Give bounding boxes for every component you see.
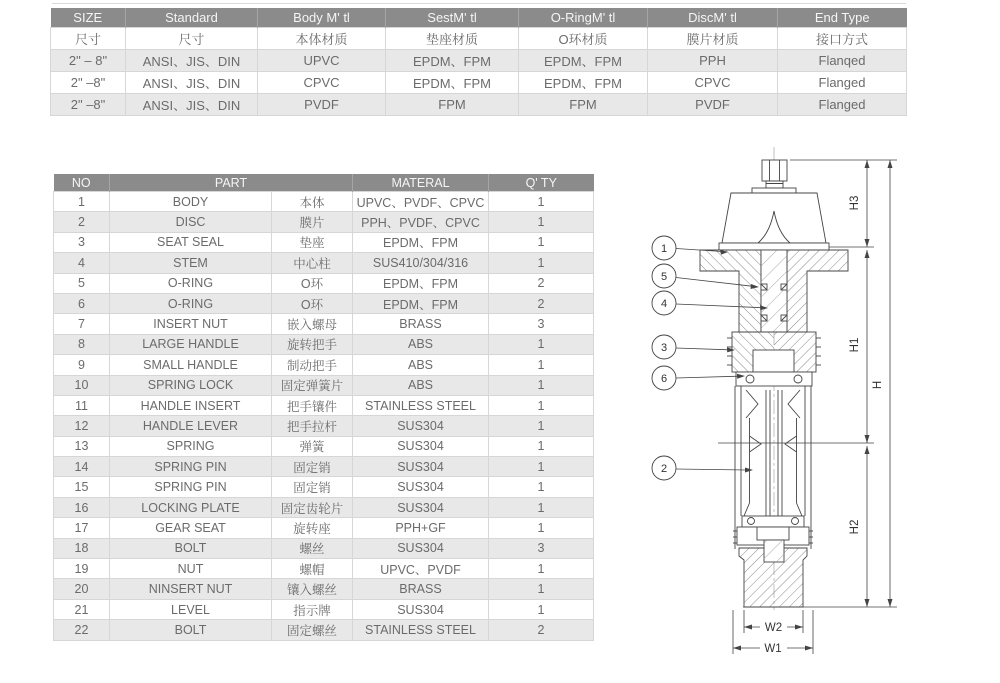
cap-rim (719, 243, 829, 250)
parts-cell: BRASS (353, 579, 489, 599)
parts-row (54, 232, 594, 252)
valve-body (700, 160, 848, 607)
stem-bolt (762, 160, 787, 181)
parts-cell: STAINLESS STEEL (353, 395, 489, 415)
washer (752, 188, 796, 193)
spec-cell: Flanged (778, 94, 907, 116)
parts-row (54, 314, 594, 334)
cap-dome (722, 193, 826, 243)
parts-cell: 螺丝 (272, 538, 353, 558)
parts-row (54, 518, 594, 538)
spec-cell: ANSI、JIS、DIN (126, 72, 258, 94)
parts-cell: 12 (54, 416, 110, 436)
parts-cell: NINSERT NUT (110, 579, 272, 599)
parts-cell: HANDLE LEVER (110, 416, 272, 436)
parts-cell: SUS304 (353, 457, 489, 477)
parts-cell: 7 (54, 314, 110, 334)
parts-cell: 螺帽 (272, 559, 353, 579)
parts-cell: SMALL HANDLE (110, 355, 272, 375)
parts-cell: 把手拉杆 (272, 416, 353, 436)
svg-text:4: 4 (660, 298, 668, 310)
svg-text:1: 1 (660, 243, 668, 255)
parts-header-row (54, 174, 594, 192)
spec-header-row (51, 8, 907, 28)
parts-cell: 1 (489, 375, 594, 395)
parts-row (54, 212, 594, 232)
spec-cell: 2" – 8" (51, 50, 126, 72)
spec-table (50, 8, 907, 116)
parts-cell: ABS (353, 375, 489, 395)
parts-row (54, 395, 594, 415)
parts-row (54, 620, 594, 640)
spec-cell: 本体材质 (258, 28, 386, 50)
parts-cell: EPDM、FPM (353, 273, 489, 293)
parts-cell: STEM (110, 253, 272, 273)
parts-cell: 1 (489, 497, 594, 517)
parts-cell: 嵌入螺母 (272, 314, 353, 334)
spec-header-cn-row (51, 28, 907, 50)
parts-cell: 1 (489, 192, 594, 212)
parts-cell: 固定销 (272, 477, 353, 497)
disc-assembly (744, 390, 802, 516)
parts-cell: 3 (54, 232, 110, 252)
parts-cell: 17 (54, 518, 110, 538)
spec-cell: ANSI、JIS、DIN (126, 50, 258, 72)
parts-cell: 把手镶件 (272, 395, 353, 415)
parts-cell: 4 (54, 253, 110, 273)
parts-cell: 10 (54, 375, 110, 395)
parts-cell: 1 (489, 599, 594, 619)
parts-cell: 16 (54, 497, 110, 517)
spec-header: Standard (126, 8, 258, 28)
parts-cell: 1 (489, 355, 594, 375)
parts-cell: 镶入螺丝 (272, 579, 353, 599)
parts-cell: 固定螺丝 (272, 620, 353, 640)
parts-cell: UPVC、PVDF、CPVC (353, 192, 489, 212)
spec-header: DiscM' tl (648, 8, 778, 28)
parts-cell: 弹簧 (272, 436, 353, 456)
parts-cell: HANDLE INSERT (110, 395, 272, 415)
parts-cell: 6 (54, 293, 110, 313)
body-flange-right (787, 250, 848, 332)
spec-cell: CPVC (648, 72, 778, 94)
parts-cell: 1 (489, 579, 594, 599)
parts-cell: 1 (489, 232, 594, 252)
parts-cell: 旋转把手 (272, 334, 353, 354)
parts-cell: 1 (489, 457, 594, 477)
dim-label-h1: H1 (849, 337, 861, 353)
parts-cell: SPRING LOCK (110, 375, 272, 395)
parts-cell: ABS (353, 334, 489, 354)
parts-cell: 1 (489, 253, 594, 273)
parts-cell: 2 (54, 212, 110, 232)
parts-cell: 2 (489, 293, 594, 313)
parts-cell: 2 (489, 620, 594, 640)
parts-cell: BRASS (353, 314, 489, 334)
parts-cell: SPRING PIN (110, 477, 272, 497)
svg-text:5: 5 (660, 271, 668, 283)
parts-cell: LARGE HANDLE (110, 334, 272, 354)
callout-3 (652, 335, 735, 359)
spec-cell: PVDF (258, 94, 386, 116)
spec-cell: ANSI、JIS、DIN (126, 94, 258, 116)
spec-cell: 2" –8" (51, 72, 126, 94)
spec-header: Body M' tl (258, 8, 386, 28)
callout-6 (652, 366, 745, 390)
parts-cell: SUS304 (353, 416, 489, 436)
spec-cell: 2" –8" (51, 94, 126, 116)
spec-cell: Flanqed (778, 50, 907, 72)
parts-cell: NUT (110, 559, 272, 579)
spec-cell: EPDM、FPM (519, 50, 648, 72)
callout-2 (652, 456, 753, 480)
parts-cell: SUS304 (353, 538, 489, 558)
parts-cell: 本体 (272, 192, 353, 212)
parts-cell: DISC (110, 212, 272, 232)
parts-cell: SUS410/304/316 (353, 253, 489, 273)
parts-cell: UPVC、PVDF (353, 559, 489, 579)
spec-row (51, 94, 907, 116)
parts-cell: O-RING (110, 273, 272, 293)
parts-cell: 1 (489, 334, 594, 354)
parts-row (54, 416, 594, 436)
parts-row (54, 579, 594, 599)
parts-cell: SPRING (110, 436, 272, 456)
parts-cell: 固定弹簧片 (272, 375, 353, 395)
parts-row (54, 497, 594, 517)
parts-cell: 5 (54, 273, 110, 293)
spec-cell: PPH (648, 50, 778, 72)
dim-label-h2: H2 (849, 519, 861, 535)
parts-cell: BOLT (110, 620, 272, 640)
parts-cell: 固定销 (272, 457, 353, 477)
parts-cell: 垫座 (272, 232, 353, 252)
spec-cell: EPDM、FPM (519, 72, 648, 94)
parts-cell: 19 (54, 559, 110, 579)
parts-cell: STAINLESS STEEL (353, 620, 489, 640)
parts-row (54, 477, 594, 497)
parts-cell: GEAR SEAT (110, 518, 272, 538)
parts-cell: O环 (272, 273, 353, 293)
spec-cell: O环材质 (519, 28, 648, 50)
spec-cell: Flanged (778, 72, 907, 94)
parts-cell: 13 (54, 436, 110, 456)
parts-cell: 14 (54, 457, 110, 477)
parts-header: Q' TY (489, 174, 594, 192)
parts-cell: 旋转座 (272, 518, 353, 538)
parts-cell: 1 (489, 436, 594, 456)
parts-row (54, 538, 594, 558)
parts-cell: 1 (54, 192, 110, 212)
parts-cell: 膜片 (272, 212, 353, 232)
svg-text:2: 2 (660, 463, 668, 475)
spec-cell: 尺寸 (126, 28, 258, 50)
parts-cell: 制动把手 (272, 355, 353, 375)
spec-cell: EPDM、FPM (386, 50, 519, 72)
parts-cell: 中心柱 (272, 253, 353, 273)
spec-cell: EPDM、FPM (386, 72, 519, 94)
parts-cell: SUS304 (353, 497, 489, 517)
spec-header: O-RingM' tl (519, 8, 648, 28)
parts-cell: 固定齿轮片 (272, 497, 353, 517)
parts-table (53, 174, 594, 641)
parts-cell: 11 (54, 395, 110, 415)
valve-cross-section-drawing (630, 140, 1000, 683)
parts-row (54, 355, 594, 375)
svg-text:6: 6 (660, 373, 668, 385)
dim-label-h: H (872, 380, 884, 390)
parts-cell: 1 (489, 395, 594, 415)
spec-cell: UPVC (258, 50, 386, 72)
parts-cell: 指示牌 (272, 599, 353, 619)
parts-cell: EPDM、FPM (353, 232, 489, 252)
spec-cell: FPM (386, 94, 519, 116)
o-ring-right (794, 375, 802, 383)
parts-cell: 1 (489, 416, 594, 436)
spec-row (51, 72, 907, 94)
parts-cell: PPH、PVDF、CPVC (353, 212, 489, 232)
body-flange-left (700, 250, 761, 332)
spec-cell: 尺寸 (51, 28, 126, 50)
parts-cell: PPH+GF (353, 518, 489, 538)
parts-cell: SUS304 (353, 477, 489, 497)
parts-row (54, 457, 594, 477)
parts-row (54, 192, 594, 212)
parts-row (54, 599, 594, 619)
parts-cell: BODY (110, 192, 272, 212)
o-ring-left (746, 375, 754, 383)
parts-cell: 1 (489, 559, 594, 579)
parts-cell: 1 (489, 518, 594, 538)
parts-cell: 8 (54, 334, 110, 354)
spec-cell: 接口方式 (778, 28, 907, 50)
spec-header: End Type (778, 8, 907, 28)
parts-cell: BOLT (110, 538, 272, 558)
parts-cell: LEVEL (110, 599, 272, 619)
spec-cell: FPM (519, 94, 648, 116)
spec-cell: 垫座材质 (386, 28, 519, 50)
parts-cell: 18 (54, 538, 110, 558)
parts-cell: 2 (489, 273, 594, 293)
svg-text:3: 3 (660, 342, 668, 354)
parts-cell: 3 (489, 538, 594, 558)
parts-cell: ABS (353, 355, 489, 375)
parts-header: NO (54, 174, 110, 192)
parts-cell: 1 (489, 477, 594, 497)
parts-cell: LOCKING PLATE (110, 497, 272, 517)
parts-cell: 22 (54, 620, 110, 640)
spec-cell: PVDF (648, 94, 778, 116)
parts-row (54, 559, 594, 579)
parts-cell: 9 (54, 355, 110, 375)
parts-cell: 20 (54, 579, 110, 599)
parts-cell: SUS304 (353, 599, 489, 619)
spec-header: SestM' tl (386, 8, 519, 28)
parts-header: MATERAL (353, 174, 489, 192)
spec-cell: CPVC (258, 72, 386, 94)
parts-row (54, 436, 594, 456)
parts-row (54, 334, 594, 354)
dim-label-w2: W2 (764, 622, 783, 634)
parts-cell: O环 (272, 293, 353, 313)
parts-cell: 3 (489, 314, 594, 334)
parts-row (54, 273, 594, 293)
parts-row (54, 253, 594, 273)
spec-row (51, 50, 907, 72)
top-rule (52, 3, 906, 4)
parts-cell: INSERT NUT (110, 314, 272, 334)
parts-cell: EPDM、FPM (353, 293, 489, 313)
spec-header: SIZE (51, 8, 126, 28)
parts-cell: 1 (489, 212, 594, 232)
parts-cell: 15 (54, 477, 110, 497)
dim-label-w1: W1 (764, 643, 782, 655)
parts-cell: SUS304 (353, 436, 489, 456)
parts-row (54, 375, 594, 395)
parts-header: PART (110, 174, 353, 192)
parts-cell: O-RING (110, 293, 272, 313)
spec-cell: 膜片材质 (648, 28, 778, 50)
parts-row (54, 293, 594, 313)
parts-cell: SEAT SEAL (110, 232, 272, 252)
parts-cell: SPRING PIN (110, 457, 272, 477)
parts-cell: 21 (54, 599, 110, 619)
dim-label-h3: H3 (849, 195, 861, 211)
